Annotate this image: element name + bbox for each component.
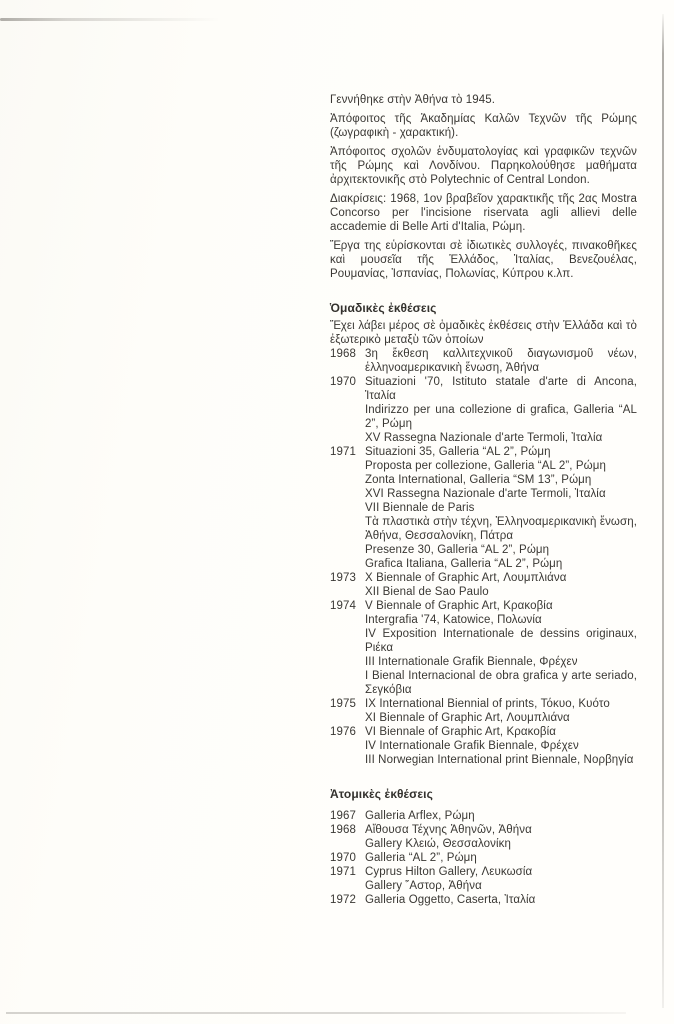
exhibition-entry: Cyprus Hilton Gallery, Λευκωσία [365,866,533,878]
exhibition-year: 1974 [330,600,356,612]
exhibition-entry: III Norwegian International print Biennale, Νορβηγία [365,754,634,766]
exhibition-row [330,865,637,893]
exhibition-entries [365,571,637,599]
bio-paragraph: Ἔργα της εὑρίσκονται σὲ ἰδιωτικὲς συλλογές, πινακοθῆκες καὶ μουσεῖα τῆς Ἑλλάδος, Ἰταλίας, Βενεζουέλας, Ρουμανίας, Ἱσπανίας, Πολωνίας, Κύπρου κ.λπ. [330,240,637,280]
exhibition-entry: Situazioni '70, Istituto statale d'arte di Ancona, Ἰταλία [365,376,637,402]
group-exhibitions-title: Ὁμαδικὲς ἐκθέσεις [330,301,437,315]
page-edge-right [662,14,664,1008]
exhibition-year: 1976 [330,726,356,738]
exhibition-row [330,445,637,571]
exhibition-entries [365,347,637,375]
bio-paragraph: Διακρίσεις: 1968, 1ον βραβεῖον χαρακτικῆς τῆς 2ας Mostra Concorso per l'incisione riservata agli allievi delle accademie di Belle Arti d'Italia, Ρώμη. [330,193,637,233]
bio-section [330,93,637,281]
exhibition-entry: I Bienal Internacional de obra grafica y arte seriado, Σεγκόβια [365,670,637,696]
text-column [330,93,637,907]
exhibition-entry: V Biennale of Graphic Art, Κρακοβία [365,600,553,612]
exhibition-entry: Indirizzo per una collezione di grafica, Galleria “AL 2”, Ρώμη [365,404,637,430]
exhibition-entry: XII Bienal de Sao Paulo [365,586,489,598]
exhibition-entry: IX International Biennial of prints, Τόκυο, Κυότο [365,698,610,710]
exhibition-entry: Τὰ πλαστικὰ στὴν τέχνη, Ἑλληνοαμερικανικὴ ἕνωση, Ἀθήνα, Θεσσαλονίκη, Πάτρα [365,516,637,542]
exhibition-year: 1968 [330,348,356,360]
exhibition-entries [365,893,637,907]
exhibition-row [330,375,637,445]
exhibition-entry: VI Biennale of Graphic Art, Κρακοβία [365,726,556,738]
exhibition-entries [365,865,637,893]
exhibition-entry: 3η ἔκθεση καλλιτεχνικοῦ διαγωνισμοῦ νέων, ἑλληνοαμερικανικὴ ἕνωση, Ἀθήνα [365,348,637,374]
exhibition-row [330,599,637,697]
exhibition-year: 1971 [330,446,356,458]
exhibition-entry: Intergrafia '74, Katowice, Πολωνία [365,614,542,626]
exhibition-row [330,893,637,907]
exhibition-row [330,823,637,851]
scan-smudge-top [0,18,220,21]
exhibition-entries [365,851,637,865]
exhibition-entry: Proposta per collezione, Galleria “AL 2”, Ρώμη [365,460,606,472]
exhibition-entries [365,599,637,697]
exhibition-entry: Galleria Arflex, Ρώμη [365,810,475,822]
exhibition-entries [365,809,637,823]
exhibition-entries [365,725,637,767]
exhibition-entry: IV Exposition Internationale de dessins originaux, Ριέκα [365,628,637,654]
exhibition-entries [365,697,637,725]
exhibition-entries [365,375,637,445]
exhibition-entry: IV Internationale Grafik Biennale, Φρέχεν [365,740,579,752]
exhibition-entry: III Internationale Grafik Biennale, Φρέχεν [365,656,578,668]
exhibition-entry: Galleria “AL 2”, Ρώμη [365,852,477,864]
exhibition-entry: Gallery Κλειώ, Θεσσαλονίκη [365,838,512,850]
exhibition-entry: Gallery ῞Αστορ, Ἀθήνα [365,880,482,892]
exhibition-entry: Galleria Oggetto, Caserta, Ἰταλία [365,894,536,906]
exhibition-entry: XVI Rassegna Nazionale d'arte Termoli, Ἰταλία [365,488,606,500]
exhibition-year: 1972 [330,894,356,906]
page-edge-bottom [6,1012,626,1014]
exhibition-row [330,809,637,823]
exhibition-row [330,571,637,599]
exhibition-year: 1970 [330,852,356,864]
group-exhibitions-section [330,301,637,767]
exhibition-year: 1971 [330,866,356,878]
group-exhibitions-intro: Ἔχει λάβει μέρος σὲ ὁμαδικὲς ἐκθέσεις στὴν Ἑλλάδα καὶ τὸ ἐξωτερικὸ μεταξὺ τῶν ὁποίων [330,320,637,346]
exhibition-entry: Grafica Italiana, Galleria “AL 2”, Ρώμη [365,558,563,570]
solo-exhibitions-title: Ἀτομικὲς ἐκθέσεις [330,787,433,801]
solo-exhibitions-list [330,809,637,907]
solo-exhibitions-section [330,787,637,907]
exhibition-entry: Situazioni 35, Galleria “AL 2”, Ρώμη [365,446,551,458]
exhibition-entry: Presenze 30, Galleria “AL 2”, Ρώμη [365,544,550,556]
exhibition-entry: XI Biennale of Graphic Art, Λουμπλιάνα [365,712,570,724]
exhibition-row [330,725,637,767]
exhibition-entries [365,823,637,851]
bio-paragraph: Γεννήθηκε στὴν Ἀθήνα τὸ 1945. [330,94,496,106]
bio-paragraph: Ἀπόφοιτος σχολῶν ἐνδυματολογίας καὶ γραφικῶν τεχνῶν τῆς Ρώμης καὶ Λονδίνου. Παρηκολούθησε μαθήματα ἀρχιτεκτονικῆς στὸ Polytechnic of Central London. [330,146,637,186]
exhibition-year: 1973 [330,572,356,584]
exhibition-entries [365,445,637,571]
group-exhibitions-list [330,347,637,767]
exhibition-entry: XV Rassegna Nazionale d'arte Termoli, Ἰταλία [365,432,603,444]
exhibition-row [330,851,637,865]
exhibition-entry: VII Biennale de Paris [365,502,475,514]
exhibition-row [330,347,637,375]
exhibition-entry: Αἴθουσα Τέχνης Ἀθηνῶν, Ἀθήνα [365,824,532,836]
bio-paragraph: Ἀπόφοιτος τῆς Ἀκαδημίας Καλῶν Τεχνῶν τῆς Ρώμης (ζωγραφικὴ - χαρακτική). [330,113,637,139]
exhibition-entry: Zonta International, Galleria “SM 13”, Ρώμη [365,474,592,486]
exhibition-year: 1968 [330,824,356,836]
exhibition-year: 1975 [330,698,356,710]
exhibition-year: 1967 [330,810,356,822]
exhibition-row [330,697,637,725]
exhibition-entry: X Biennale of Graphic Art, Λουμπλιάνα [365,572,567,584]
exhibition-year: 1970 [330,376,356,388]
